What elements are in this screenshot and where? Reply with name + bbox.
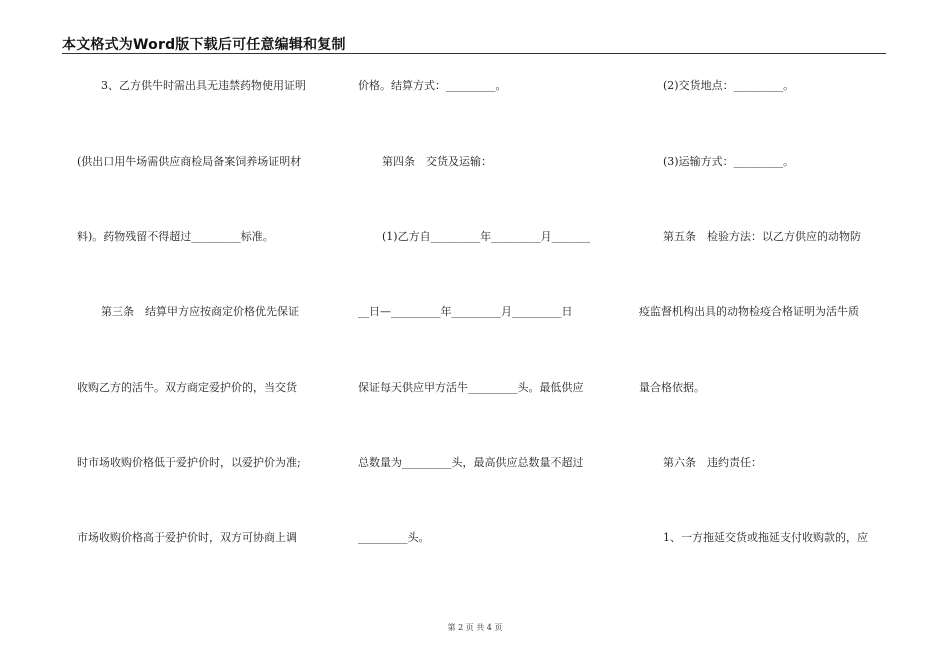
paragraph-line: 3、乙方供牛时需出具无违禁药物使用证明: [101, 79, 306, 92]
paragraph-line: 时市场收购价格低于爱护价时，以爱护价为准;: [77, 456, 301, 469]
paragraph-line: 价格。结算方式：_________。: [358, 79, 507, 92]
paragraph-line: (2)交货地点：_________。: [663, 79, 795, 92]
section-heading-line: 第四条 交货及运输：: [382, 155, 492, 168]
paragraph-line: 总数量为_________头，最高供应总数量不超过: [358, 456, 584, 469]
paragraph-line: 市场收购价格高于爱护价时，双方可协商上调: [77, 531, 297, 544]
section-heading-line: 第三条 结算甲方应按商定价格优先保证: [101, 305, 299, 318]
paragraph-line: 料)。药物残留不得超过_________标准。: [77, 230, 274, 243]
section-heading-line: 第六条 违约责任：: [663, 456, 762, 469]
paragraph-line: _________头。: [358, 531, 430, 544]
header-divider: [62, 53, 886, 54]
page-number: 第 2 页 共 4 页: [447, 623, 503, 632]
paragraph-line: 疫监督机构出具的动物检疫合格证明为活牛质: [639, 305, 859, 318]
paragraph-line: 量合格依据。: [639, 381, 705, 394]
document-header-title: 本文格式为Word版下载后可任意编辑和复制: [62, 37, 346, 53]
paragraph-line: 1、一方拖延交货或拖延支付收购款的，应: [663, 531, 868, 544]
paragraph-line: 收购乙方的活牛。双方商定爱护价的，当交货: [77, 381, 297, 394]
paragraph-line: (1)乙方自_________年_________月_______: [382, 230, 591, 243]
paragraph-line: (供出口用牛场需供应商检局备案饲养场证明材: [77, 155, 302, 168]
section-heading-line: 第五条 检验方法：以乙方供应的动物防: [663, 230, 861, 243]
paragraph-line: 保证每天供应甲方活牛_________头。最低供应: [358, 381, 584, 394]
paragraph-line: __日—_________年_________月_________日: [358, 305, 573, 318]
paragraph-line: (3)运输方式：_________。: [663, 155, 795, 168]
